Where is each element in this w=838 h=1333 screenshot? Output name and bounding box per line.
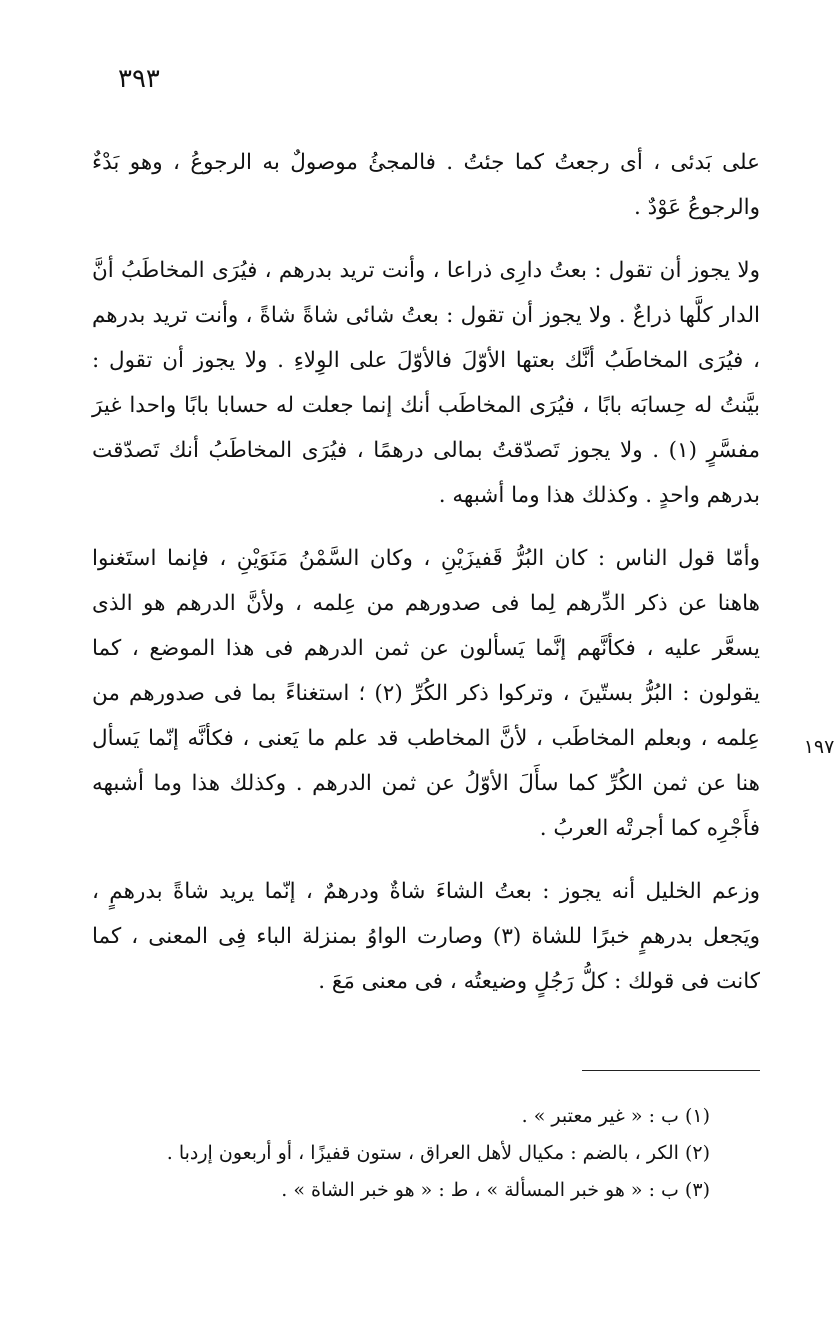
body-text — [92, 140, 760, 1022]
footnote-divider — [582, 1070, 760, 1071]
footnotes — [92, 1098, 710, 1209]
paragraph: وزعم الخليل أنه يجوز : بعتُ الشاءَ شاةٌ ودرهمٌ ، إنّما يريد شاةً بدرهمٍ ، ويَجعل بدرهمٍ خبرًا للشاة (٣) وصارت الواوُ بمنزلة الباء فِى المعنى ، كما كانت فى قولك : كلُّ رَجُلٍ وضيعتُه ، فى معنى مَعَ . — [92, 879, 760, 994]
paragraph: على بَدئى ، أى رجعتُ كما جئتُ . فالمجئُ موصولٌ به الرجوعُ ، وهو بَدْءٌ والرجوعُ عَوْدٌ . — [92, 150, 760, 220]
paragraph: وأمّا قول الناس : كان البُرُّ قَفيزَيْنِ ، وكان السَّمْنُ مَنَوَيْنِ ، فإنما استَغنوا هاهنا عن ذكر الدِّرهم لِما فى صدورهم من عِلمه ، ولأنَّ الدرهم هو الذى يسعَّر عليه ، فكأنَّهم إنَّما يَسألون عن ثمن الدرهم فى هذا الموضع ، كما يقولون : البُرُّ بستّينَ ، وتركوا ذكر الكُرِّ (٢) ؛ استغناءً بما فى صدورهم من عِلمه ، وبعلم المخاطَب ، لأنَّ المخاطب قد علم ما يَعنى ، فكأنَّه إنّما يَسأل هنا عن ثمن الكُرِّ كما سأَلَ الأوّلُ عن ثمن الدرهم . وكذلك هذا وما أشبهه فأَجْرِه كما أجرتْه العربُ . — [92, 546, 760, 841]
footnote: (٢) الكر ، بالضم : مكيال لأهل العراق ، ستون قفيزًا ، أو أربعون إردبا . — [166, 1142, 710, 1164]
paragraph: ولا يجوز أن تقول : بعتُ دارِى ذراعا ، وأنت تريد بدرهم ، فيُرَى المخاطَبُ أنَّ الدار كلَّها ذراعٌ . ولا يجوز أن تقول : بعتُ شائى شاةً شاةً ، وأنت تريد بدرهم ، فيُرَى المخاطَبُ أنَّك بعتها الأوّلَ فالأوّلَ على الوِلاءِ . ولا يجوز أن تقول : بيَّنتُ له حِسابَه بابًا ، فيُرَى المخاطَب أنك إنما جعلت له حسابا بابًا واحدا غيرَ مفسَّرٍ (١) . ولا يجوز تَصدّقتُ بمالى درهمًا ، فيُرَى المخاطَبُ أنك تَصدّقت بدرهم واحدٍ . وكذلك هذا وما أشبهه . — [92, 258, 760, 508]
footnote: (١) ب : « غير معتبر » . — [521, 1105, 710, 1127]
margin-number: ١٩٧ — [803, 736, 835, 758]
footnote: (٣) ب : « هو خبر المسألة » ، ط : « هو خبر الشاة » . — [281, 1179, 710, 1201]
page-number: ٣٩٣ — [118, 64, 160, 94]
